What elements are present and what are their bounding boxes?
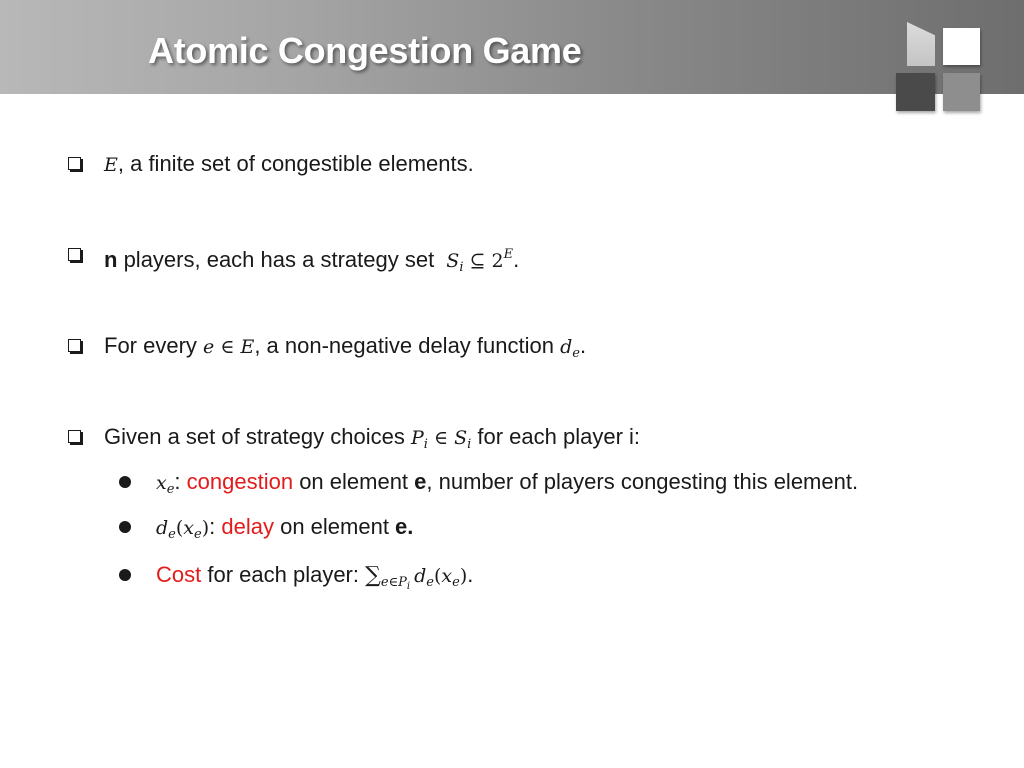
- bullet-delay-function: [104, 332, 586, 368]
- math-strategy-set: [446, 250, 464, 275]
- math-subset-power: [463, 247, 514, 272]
- subbullet-delay: [156, 513, 413, 549]
- subbullet-text: for each player:: [201, 562, 366, 587]
- math-S: S: [446, 250, 460, 272]
- math-sum-expression: [365, 563, 468, 592]
- sum-sub-text: e∈P: [380, 575, 407, 590]
- math-sub-e: e: [426, 575, 434, 590]
- math-sub-i: i: [459, 260, 464, 275]
- math-d-e-of-x-e: [156, 517, 210, 542]
- hollow-square-bullet-icon: [68, 339, 81, 352]
- math-S-i: [454, 427, 472, 452]
- bullet-text: players, each has a strategy set: [117, 247, 441, 272]
- bullet-text: , a finite set of congestible elements.: [117, 151, 474, 176]
- math-x-e: [156, 472, 175, 497]
- subbullet-cost: [156, 561, 473, 601]
- math-S: S: [454, 427, 468, 449]
- math-sub-i: i: [467, 437, 472, 452]
- hollow-square-bullet-icon: [68, 248, 81, 261]
- math-sub-e: e: [166, 482, 175, 497]
- sum-sub-i: i: [406, 581, 411, 592]
- math-e: e: [203, 336, 215, 358]
- highlight-delay: delay: [221, 514, 274, 539]
- math-in: ∈: [427, 427, 455, 449]
- bullet-strategy-choices: [104, 423, 640, 459]
- math-E: E: [240, 336, 255, 358]
- math-x: x: [441, 565, 453, 587]
- period: .: [513, 247, 520, 272]
- math-d: d: [156, 517, 169, 539]
- highlight-congestion: congestion: [186, 469, 294, 494]
- math-d-e: [560, 336, 580, 361]
- hollow-square-bullet-icon: [68, 157, 81, 170]
- period: .: [579, 333, 587, 358]
- math-in: ∈: [214, 336, 241, 358]
- math-d: d: [414, 565, 427, 587]
- bullet-text: for each player i:: [471, 424, 641, 449]
- bold-e: e: [414, 469, 427, 494]
- bold-e: e.: [395, 514, 414, 539]
- filled-circle-bullet-icon: [119, 569, 131, 581]
- hollow-square-bullet-icon: [68, 430, 81, 443]
- bullet-elements-set: [104, 150, 474, 179]
- filled-circle-bullet-icon: [119, 521, 131, 533]
- bullet-text: Given a set of strategy choices: [104, 424, 411, 449]
- math-sub-i: i: [423, 437, 428, 452]
- colon: :: [209, 514, 222, 539]
- subbullet-congestion: [156, 468, 858, 504]
- sigma-symbol: ∑: [365, 563, 381, 588]
- math-open-paren: (: [175, 517, 184, 539]
- subbullet-text: on element: [293, 469, 415, 494]
- filled-circle-bullet-icon: [119, 476, 131, 488]
- subbullet-text: , number of players congesting this element.: [426, 469, 859, 494]
- sum-subscript: [381, 575, 410, 590]
- math-sub-e: e: [572, 346, 580, 361]
- math-P-i: [410, 427, 428, 452]
- slide-title: Atomic Congestion Game: [148, 30, 582, 71]
- math-relation: ⊆ 2: [463, 250, 504, 272]
- math-sub-e: e: [168, 527, 176, 542]
- bullet-text: , a non-negative delay function: [254, 333, 561, 358]
- subbullet-text: on element: [273, 514, 396, 539]
- period: .: [467, 562, 474, 587]
- highlight-cost: Cost: [156, 562, 202, 587]
- bullet-text: For every: [104, 333, 204, 358]
- math-P: P: [410, 427, 424, 449]
- math-sub-e: e: [194, 527, 202, 542]
- bold-n: n: [104, 247, 118, 272]
- math-x: x: [156, 472, 167, 494]
- math-d: d: [560, 336, 573, 358]
- math-E: E: [104, 154, 118, 176]
- math-open-paren: (: [434, 565, 442, 587]
- math-x: x: [183, 517, 195, 539]
- math-close-paren: ): [201, 517, 210, 539]
- math-sup-E: E: [503, 247, 514, 262]
- math-sub-e: e: [452, 575, 460, 590]
- bullet-players: [104, 241, 519, 282]
- math-close-paren: ): [459, 565, 468, 587]
- colon: :: [174, 469, 187, 494]
